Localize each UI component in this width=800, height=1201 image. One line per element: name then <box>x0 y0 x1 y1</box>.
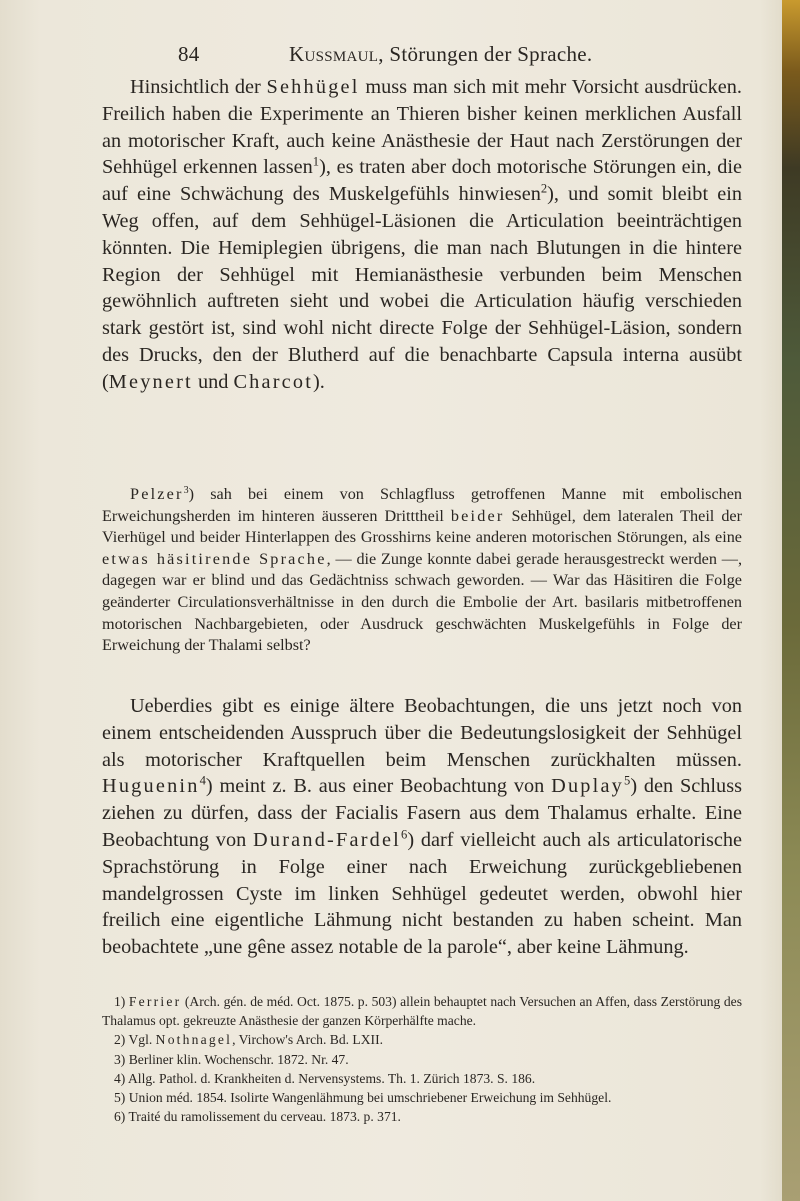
text-run: ) meint z. B. aus einer Beobachtung von <box>205 775 552 798</box>
emph-beider: beider <box>450 506 505 525</box>
emph-sprache: etwas häsitirende Sprache <box>102 549 327 568</box>
text-run: ), es traten aber doch motorische Störungen ein, die auf eine Schwächung des Muskelgefühls hinwiesen <box>102 156 743 206</box>
footnote-ref: 5 <box>624 773 631 788</box>
footnote-marker: 4) <box>114 1070 128 1086</box>
author-charcot: Charcot <box>233 370 314 393</box>
author-pelzer: Pelzer <box>130 485 184 503</box>
footnote-ref: 2 <box>540 181 548 196</box>
footnote-marker: 5) <box>114 1090 129 1106</box>
footnote <box>102 1088 742 1107</box>
page-edge-decoration <box>782 0 800 1201</box>
text-run: ) darf vielleicht auch als articulatorische Sprachstörung in Folge einer nach Erweichung zurückgebliebenen mandelgrossen Cyste im linken Sehhügel gedeutet werden, obwohl hier freilich eine eigentliche Lähmung nicht bestanden zu haben scheint. Man beobachtete „une gêne assez notable de la parole“, aber keine Lähmung. <box>102 828 742 959</box>
paragraph-beobachtungen <box>102 693 742 961</box>
header-title: , Störungen der Sprache. <box>378 42 593 66</box>
footnote-marker: 3) <box>114 1051 129 1067</box>
footnote <box>102 1069 742 1088</box>
header-author: Kussmaul <box>289 42 379 66</box>
footnote-text: (Arch. gén. de méd. Oct. 1875. p. 503) allein behauptet nach Versuchen an Affen, dass Zerstörung des Thalamus opt. gekreuzte Anästhesie der ganzen Körperhälfte mache. <box>102 994 742 1029</box>
footnote-ref: 6 <box>401 827 408 842</box>
footnote-text: Berliner klin. Wochenschr. 1872. Nr. 47. <box>128 1051 349 1067</box>
paragraph-pelzer <box>102 484 742 657</box>
text-run: , — die Zunge konnte dabei gerade herausgestreckt werden —, dagegen war er blind und das Gedächtniss schwach geworden. — War das Häsitiren die Folge geänderter Circulationsverhältnisse in den durch die Embolie der Art. basilaris mitbetroffenen motorischen Nachbargebieten, oder Ausdruck geschwächten Muskelgefühls in Folge der Erweichung der Thalami selbst? <box>102 549 743 655</box>
author-meynert: Meynert <box>108 370 193 393</box>
emph-sehhuegel: Sehhügel <box>266 76 360 98</box>
text-run: muss man sich mit mehr Vorsicht ausdrücken. Freilich haben die Experimente an Thieren bisher keinen merklichen Ausfall an motorischer Kraft, auch keine Anästhesie der Haut nach Zerstörungen der Sehhügel erkennen lassen <box>102 76 742 179</box>
footnotes <box>102 992 742 1126</box>
page-number: 84 <box>178 42 200 66</box>
footnote-author: Nothnagel <box>155 1032 233 1048</box>
author-huguenin: Huguenin <box>102 775 200 798</box>
footnote-ref: 3 <box>183 484 189 496</box>
footnote-text: , Virchow's Arch. Bd. LXII. <box>232 1032 384 1048</box>
footnote-marker: 6) <box>114 1109 129 1125</box>
footnote-author: Ferrier <box>128 994 182 1009</box>
footnote-ref: 4 <box>199 773 206 788</box>
footnote <box>102 1107 742 1126</box>
text-run: Sehhügel, dem lateralen Theil der Vierhügel und beider Hinterlappen des Grosshirns keine anderen motorischen Störungen, als eine <box>102 506 742 547</box>
footnote-ref: 1 <box>312 154 320 169</box>
author-durand-fardel: Durand-Fardel <box>253 828 402 851</box>
text-run: und <box>192 370 234 393</box>
text-run: Ueberdies gibt es einige ältere Beobachtungen, die uns jetzt noch von einem entscheidenden Ausspruch über die Bedeutungslosigkeit der Sehhügel als motorischer Kraftquellen beim Menschen zurückhalten müssen. <box>102 695 742 771</box>
text-run: Hinsichtlich der <box>130 76 267 98</box>
text-run: ) den Schluss ziehen zu dürfen, dass der Facialis Fasern aus dem Thalamus erhalte. Eine Beobachtung von <box>102 775 742 851</box>
footnote <box>102 1050 742 1069</box>
footnote-text: Allg. Pathol. d. Krankheiten d. Nervensystems. Th. 1. Zürich 1873. S. 186. <box>127 1070 536 1086</box>
text-run: ) sah bei einem von Schlagfluss getroffenen Manne mit embolischen Erweichungsherden im hinteren äusseren Dritttheil <box>102 485 742 525</box>
author-duplay: Duplay <box>551 775 625 798</box>
footnote <box>102 992 742 1030</box>
footnote-text: Union méd. 1854. Isolirte Wangenlähmung bei umschriebener Erweichung im Sehhügel. <box>128 1090 612 1106</box>
text-run: ), und somit bleibt ein Weg offen, auf dem Sehhügel-Läsionen die Articulation beeinträchtigen könnten. Die Hemiplegien übrigens, die man nach Blutungen in die hintere Region der Sehhügel mit Hemianästhesie verbunden beim Menschen gewöhnlich auftreten sieht und wobei die Articulation häufig verschieden stark gestört ist, sind wohl nicht directe Folge der Sehhügel-Läsion, sondern des Drucks, den der Blutherd auf die benachbarte Capsula interna ausübt ( <box>102 183 742 393</box>
footnote <box>102 1030 742 1049</box>
footnote-marker: 2) Vgl. <box>114 1032 156 1048</box>
text-run: ). <box>313 370 325 393</box>
paragraph-sehhuegel <box>102 74 742 396</box>
running-title <box>289 42 592 67</box>
footnote-marker: 1) <box>114 994 129 1009</box>
footnote-text: Traité du ramolissement du cerveau. 1873. p. 371. <box>128 1109 401 1125</box>
